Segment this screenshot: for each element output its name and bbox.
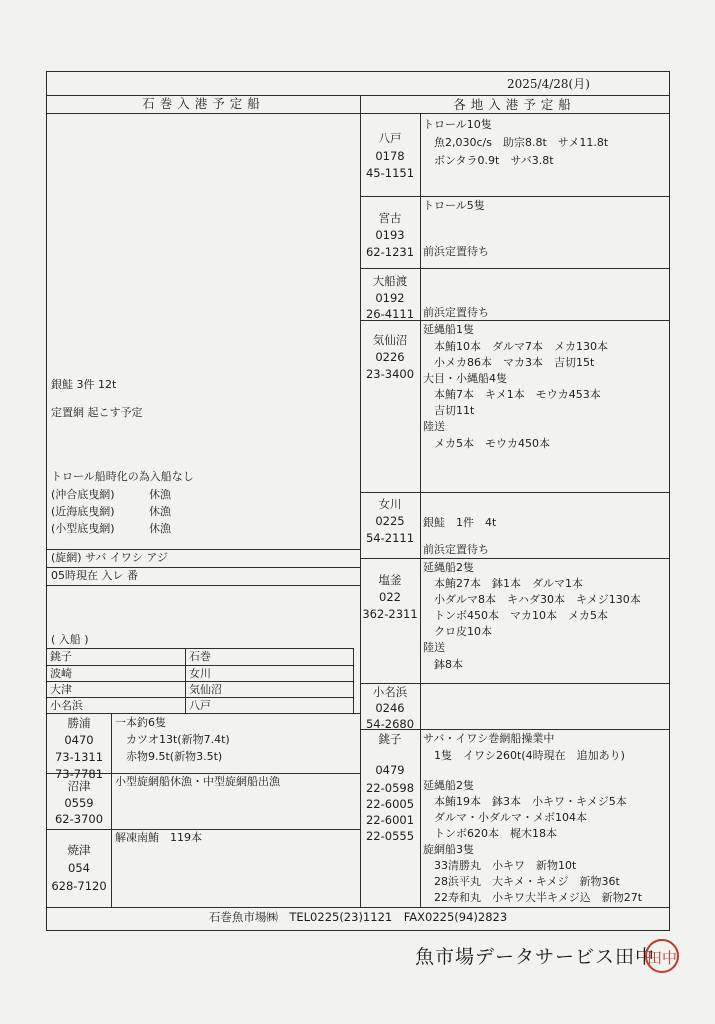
port-line: 魚2,030c/s 助宗8.8t サメ11.8t [423,136,609,149]
port-line: 鉢8本 [423,658,463,671]
rule [360,492,669,493]
port-line: 前浜定置待ち [423,543,489,556]
port-name: 八戸 [378,131,402,145]
port-phone: 362-2311 [362,607,418,621]
nyusen-to: 石巻 [189,650,211,663]
port-line: 延縄船2隻 [423,779,474,792]
port-line: 陸送 [423,420,445,433]
port-phone: 22-6005 [365,797,415,811]
port-line: トンボ450本 マカ10本 メカ5本 [423,609,608,622]
nyusen-from: 波崎 [50,667,72,680]
port-name: 宮古 [378,211,402,225]
port-line: トロール10隻 [423,118,492,131]
rule [47,113,669,114]
port-line: 小ダルマ8本 キハダ30本 キメジ130本 [423,593,641,606]
rule [47,829,360,830]
rule [47,585,360,586]
port-phone: 0192 [375,291,405,305]
seal-stamp: 田中 [645,939,679,973]
rule [47,907,669,908]
port-name: 銚子 [378,732,402,746]
port-name: 小名浜 [372,685,408,699]
nyusen-to: 八戸 [189,699,211,712]
port-name: 女川 [378,497,402,511]
ishinomaki-line-1: 銀鮭 3件 12t [51,378,117,391]
port-line: 延縄船2隻 [423,561,474,574]
nyusen-to: 気仙沼 [189,683,222,696]
port-name: 沼津 [67,779,91,793]
port-line: 前浜定置待ち [423,245,489,258]
nyusen-from: 銚子 [50,650,72,663]
nyusen-to: 女川 [189,667,211,680]
port-phone: 73-1311 [54,750,104,764]
brand-name: 魚市場データサービス田中 [415,946,656,968]
footer-contact: 石巻魚市場㈱ TEL0225(23)1121 FAX0225(94)2823 [208,910,508,924]
port-divider [420,113,421,907]
port-phone: 22-0598 [365,781,415,795]
port-phone: 54-2111 [365,531,415,545]
port-phone: 0479 [375,763,405,777]
nyusen-from: 大津 [50,683,72,696]
port-line: 本鮪27本 鉢1本 ダルマ1本 [423,577,583,590]
trawl-row-label: (近海底曳網) [51,505,115,518]
port-line: 28浜平丸 大キメ・キメジ 新物36t [423,875,620,888]
port-phone: 0225 [375,514,405,528]
port-line: 小メカ86本 マカ3本 吉切15t [423,356,595,369]
port-name: 勝浦 [67,716,91,730]
right-header: 各地入港予定船 [453,97,576,112]
trawl-row-value: 休漁 [149,505,171,518]
port-line: 本鮪7本 キメ1本 モウカ453本 [423,388,601,401]
port-line: カツオ13t(新物7.4t) [115,733,230,746]
rule [360,196,669,197]
trawl-row-label: (沖合底曳網) [51,488,115,501]
port-line: 旋網船3隻 [423,843,474,856]
port-phone: 0193 [375,228,405,242]
trawl-row-label: (小型底曳網) [51,522,115,535]
report-date: 2025/4/28(月) [507,77,590,91]
report-sheet [46,71,670,931]
port-phone: 628-7120 [51,879,107,893]
port-line: トロール5隻 [423,199,485,212]
port-phone: 0178 [375,149,405,163]
makiami-label: (旋網) サバ イワシ アジ [51,551,168,564]
port-phone: 62-1231 [365,245,415,259]
port-name: 塩釜 [378,573,402,587]
port-phone: 054 [68,861,90,875]
port-line: サバ・イワシ巻網船操業中 [423,732,555,745]
port-line: ダルマ・小ダルマ・メボ104本 [423,811,587,824]
rule [360,558,669,559]
port-name: 気仙沼 [372,333,408,347]
trawl-row-value: 休漁 [149,522,171,535]
left-header: 石巻入港予定船 [142,96,265,111]
port-line: メカ5本 モウカ450本 [423,437,550,450]
port-phone: 73-7781 [54,767,104,781]
port-line: 33清勝丸 小キワ 新物10t [423,859,577,872]
port-phone: 0226 [375,350,405,364]
nyusen-from: 小名浜 [50,699,83,712]
port-phone: 22-0555 [365,829,415,843]
makiami-time: 05時現在 入レ 番 [51,569,138,582]
port-line: 1隻 イワシ260t(4時現在 追加あり) [423,749,625,762]
ishinomaki-line-3: トロール船時化の為入船なし [51,470,194,483]
port-name: 焼津 [67,843,91,857]
rule [360,268,669,269]
port-line: トンボ620本 梶木18本 [423,827,557,840]
port-line: 延縄船1隻 [423,323,474,336]
nyusen-title: ( 入船 ) [51,633,89,646]
port-phone: 0470 [64,733,94,747]
port-phone: 45-1151 [365,166,415,180]
port-phone: 022 [379,590,401,604]
port-phone: 54-2680 [365,717,415,731]
port-line: 銀鮭 1件 4t [423,516,497,529]
port-line: ボンタラ0.9t サバ3.8t [423,154,554,167]
port-phone: 23-3400 [365,367,415,381]
nyusen-divider [353,648,354,713]
port-line: 赤物9.5t(新物3.5t) [115,750,223,763]
port-phone: 26-4111 [365,307,415,321]
port-line: 解凍南鮪 119本 [115,831,202,844]
port-name: 大船渡 [372,274,408,288]
port-phone: 22-6001 [365,813,415,827]
port-line: 本鮪19本 鉢3本 小キワ・キメジ5本 [423,795,627,808]
trawl-row-value: 休漁 [149,488,171,501]
port-phone: 0246 [375,701,405,715]
rule [47,713,360,714]
nyusen-divider [185,648,186,713]
port-line: クロ皮10本 [423,625,492,638]
port-line: 22寿和丸 小キワ大半キメジ込 新物27t [423,891,643,904]
port-line: 小型旋網船休漁・中型旋網船出漁 [115,775,280,788]
port-line: 一本釣6隻 [115,716,166,729]
port-line: 吉切11t [423,404,475,417]
port-phone: 62-3700 [54,812,104,826]
port-line: 本鮪10本 ダルマ7本 メカ130本 [423,340,608,353]
ishinomaki-line-2: 定置網 起こす予定 [51,406,143,419]
port-line: 前浜定置待ち [423,306,489,319]
port-divider [111,713,112,907]
port-line: 大目・小縄船4隻 [423,372,507,385]
port-line: 陸送 [423,641,445,654]
port-phone: 0559 [64,796,94,810]
